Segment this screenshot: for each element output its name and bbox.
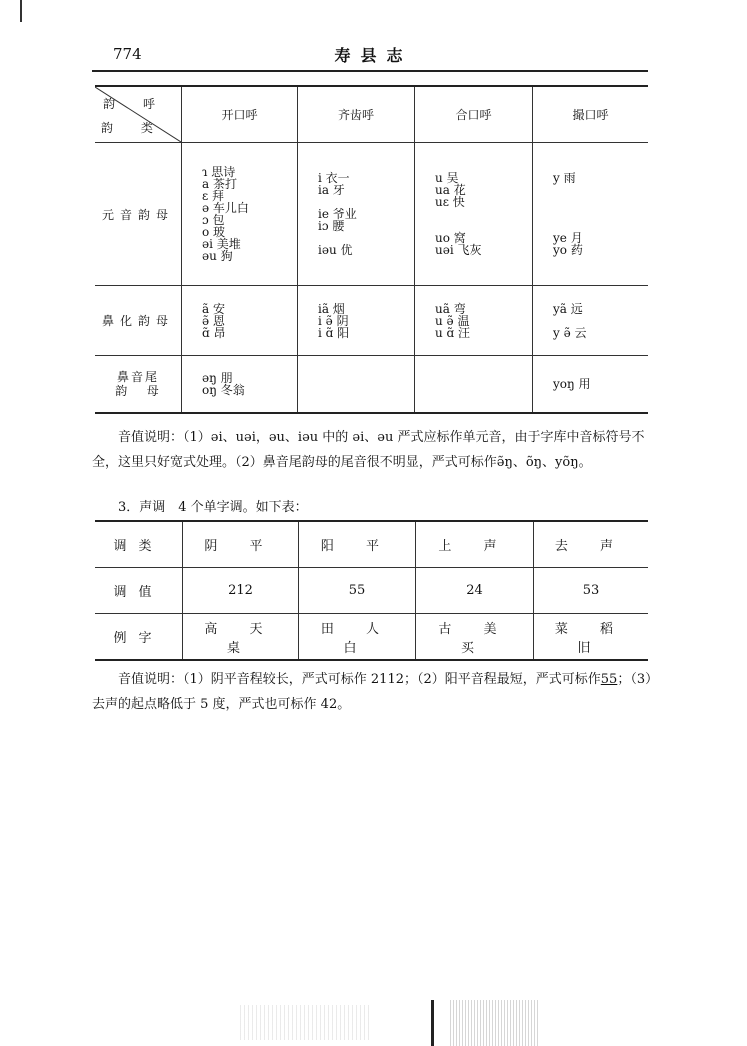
final-entry: ie 爷业 [318, 207, 357, 221]
finals-cell [298, 356, 415, 413]
finals-cell [298, 143, 415, 286]
section-heading-tones: 3．声调 4 个单字调。如下表： [118, 500, 308, 515]
final-entry: i ɑ̃ 阳 [318, 325, 350, 340]
table-row [95, 614, 648, 661]
table-row [95, 143, 648, 286]
final-entry: ɑ̃ 昂 [202, 325, 226, 340]
final-entry: əi 美堆 [202, 237, 241, 251]
final-entry: u 吴 [435, 171, 459, 185]
row-label: 例字 [95, 614, 183, 661]
final-entry: əŋ 朋 [202, 370, 233, 385]
tone-value: 55 [299, 568, 416, 614]
finals-cell [533, 286, 649, 356]
final-entry: iã 烟 [318, 301, 345, 316]
tones-table [95, 520, 648, 661]
finals-cell [533, 143, 649, 286]
final-entry: u ə̃ 温 [435, 313, 470, 328]
final-entry: ua 花 [435, 183, 466, 197]
final-entry: yoŋ 用 [553, 376, 591, 391]
table-row [95, 568, 648, 614]
note-text: ；（3）去声的起点略低于 5 度，严式也可标作 42。 [92, 672, 652, 712]
scan-edge-mark [431, 1000, 434, 1046]
row-label: 调类 [95, 521, 183, 568]
finals-cell [533, 356, 649, 413]
final-entry [553, 315, 648, 327]
final-entry: uɛ 快 [435, 195, 465, 209]
column-header: 合口呼 [415, 86, 533, 143]
final-entry: y 雨 [553, 171, 576, 185]
final-entry [553, 208, 648, 220]
final-entry: ã 安 [202, 301, 225, 316]
final-entry: a 茶打 [202, 177, 237, 191]
corner-bottom-label: 韵 类 [101, 121, 165, 135]
finals-cell [415, 286, 533, 356]
phonetic-note-2 [92, 667, 652, 717]
tone-value: 53 [534, 568, 649, 614]
example-chars: 菜 稻 旧 [534, 614, 649, 661]
finals-cell [415, 143, 533, 286]
finals-cell [182, 286, 298, 356]
final-entry: uã 弯 [435, 301, 466, 316]
corner-cell [95, 86, 182, 143]
phonetic-note-1: 音值说明：（1）əi、uəi，əu、iəu 中的 əi、əu 严式应标作单元音，由于字库中音标符号不全，这里只好宽式处理。（2）鼻音尾韵母的尾音很不明显，严式可标作ə̃ŋ、õŋ、yõŋ。 [92, 430, 645, 470]
finals-cell [415, 356, 533, 413]
finals-table [95, 85, 648, 414]
final-entry: əu 狗 [202, 249, 233, 263]
row-label: 元音韵母 [95, 143, 182, 286]
tone-value: 24 [416, 568, 534, 614]
table-row [95, 286, 648, 356]
final-entry: yo 药 [553, 243, 583, 257]
final-entry [553, 196, 648, 208]
scan-noise [450, 1000, 540, 1046]
final-entry: uəi 飞灰 [435, 243, 482, 257]
column-header: 齐齿呼 [298, 86, 415, 143]
column-header: 开口呼 [182, 86, 298, 143]
row-label: 调值 [95, 568, 183, 614]
finals-cell [298, 286, 415, 356]
final-entry: ɔ 包 [202, 213, 225, 227]
column-header: 撮口呼 [533, 86, 649, 143]
final-entry [435, 208, 532, 220]
final-entry: uo 窝 [435, 231, 466, 245]
corner-top-label: 韵 呼 [103, 97, 167, 111]
final-entry: ə̃ 恩 [202, 313, 225, 328]
final-entry: ə 车儿白 [202, 201, 249, 215]
example-chars: 高 天 桌 [183, 614, 299, 661]
scan-edge-mark [20, 0, 22, 22]
example-chars: 田 人 白 [299, 614, 416, 661]
final-entry: ɿ 思诗 [202, 165, 236, 179]
final-entry: u ɑ̃ 汪 [435, 325, 471, 340]
final-entry: ia 牙 [318, 183, 345, 197]
tone-value: 212 [183, 568, 299, 614]
header-rule [92, 70, 648, 72]
scan-noise [240, 1005, 370, 1040]
example-chars: 古 美 买 [416, 614, 534, 661]
final-entry: y ə̃ 云 [553, 325, 587, 340]
table-row [95, 521, 648, 568]
tone-category: 去 声 [534, 521, 649, 568]
row-label: 鼻音尾 韵 母 [95, 356, 182, 413]
final-entry: yã 远 [553, 301, 583, 316]
final-entry: o 玻 [202, 225, 226, 239]
tone-category: 阴 平 [183, 521, 299, 568]
finals-cell [182, 356, 298, 413]
final-entry: i ə̃ 阴 [318, 313, 349, 328]
final-entry: iɔ 腰 [318, 219, 345, 233]
final-entry: ɛ 拜 [202, 189, 225, 203]
final-entry: oŋ 冬翁 [202, 382, 245, 397]
row-label: 鼻化韵母 [95, 286, 182, 356]
table-row [95, 356, 648, 413]
note-text: 音值说明：（1）阴平音程较长，严式可标作 2112；（2）阳平音程最短，严式可标作 [118, 672, 601, 687]
finals-cell [182, 143, 298, 286]
final-entry: ye 月 [553, 231, 583, 245]
final-entry: i 衣一 [318, 171, 350, 185]
table-header-row [95, 86, 648, 143]
tone-category: 阳 平 [299, 521, 416, 568]
underlined-value: 55 [600, 672, 618, 687]
tone-category: 上 声 [416, 521, 534, 568]
page-number: 774 [113, 45, 142, 63]
final-entry [553, 184, 648, 196]
page-title: 寿县志 [334, 46, 413, 65]
final-entry: iəu 优 [318, 243, 353, 257]
